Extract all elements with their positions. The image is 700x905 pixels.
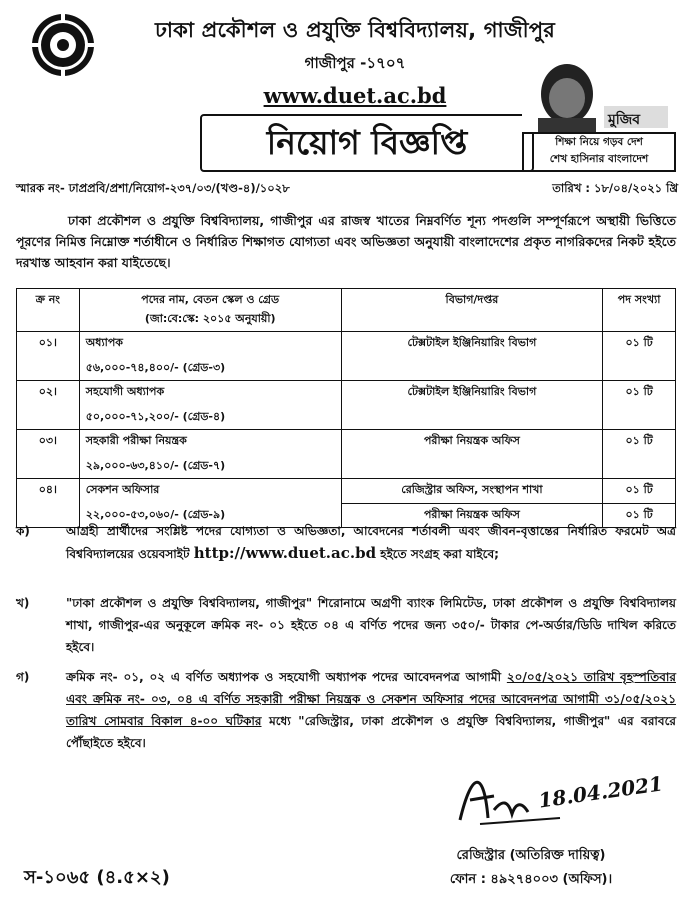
portrait-icon [522,56,680,132]
clause-ga [16,666,676,754]
clause-ga-part3: মধ্যে "রেজিস্ট্রার, ঢাকা প্রকৌশল ও প্রযুক্তি বিশ্ববিদ্যালয়, গাজীপুর" এর বরাবরে পৌঁছাইতে হইবে। [66,714,676,750]
row-count: ০১ টি [603,332,676,381]
header-post-title: পদের নাম, বেতন স্কেল ও গ্রেড [141,293,280,306]
row-serial: ০৪। [17,479,80,528]
clause-ga-part2: ২০/০৫/২০২১ তারিখ বৃহস্পতিবার এবং ক্রমিক নং- ০৩, ০৪ এ বর্ণিত সহকারী পরীক্ষা নিয়ন্ত্রক ও সেকশন অফিসার পদের আবেদনপত্র আগামী ৩১/০৫/২০২১ তারিখ সোমবার বিকাল ৪-০০ ঘটিকার [66,670,676,728]
header-post-sub: (জা:বে:স্কে: ২০১৫ অনুযায়ী) [144,312,276,325]
ad-code: স-১০৬৫ (৪.৫×২) [24,867,170,888]
row-dept: রেজিস্ট্রার অফিস, সংস্থাপন শাখা [341,479,603,504]
header-count: পদ সংখ্যা [603,289,676,332]
clause-ga-part1: ক্রমিক নং- ০১, ০২ এ বর্ণিত অধ্যাপক ও সহযোগী অধ্যাপক পদের আবেদনপত্র আগামী [66,670,502,684]
row-count: ০১ টি [603,381,676,430]
notice-title: নিয়োগ বিজ্ঞপ্তি [200,114,534,172]
post-pay: ৫৬,০০০-৭৪,৪০০/- (গ্রেড-৩) [85,361,226,374]
row-count: ০১ টি [603,479,676,504]
row-dept: টেক্সটাইল ইঞ্জিনিয়ারিং বিভাগ [341,332,603,381]
memo-reference: স্মারক নং- ঢাপ্রপ্রবি/প্রশা/নিয়োগ-২৩৭/০৩/(খণ্ড-৪)/১০২৮ [16,181,290,195]
row-count: ০১ টি [603,503,676,528]
table-row [17,381,676,430]
university-logo-icon [30,12,96,78]
slogan-line-1: শিক্ষা নিয়ে গড়ব দেশ [555,136,643,148]
website-link[interactable]: www.duet.ac.bd [263,83,447,108]
signature-date: 18.04.2021 [536,771,665,813]
intro-paragraph: ঢাকা প্রকৌশল ও প্রযুক্তি বিশ্ববিদ্যালয়, গাজীপুর এর রাজস্ব খাতের নিম্নবর্ণিত শূন্য পদগুলি সম্পূর্ণরূপে অস্থায়ী ভিত্তিতে পূরণের নিমিত্ত নিম্নোক্ত শর্তাধীনে ও নির্ধারিত শিক্ষাগত যোগ্যতা এবং অভিজ্ঞতা অনুযায়ী বাংলাদেশের প্রকৃত নাগরিকদের নিকট হইতে দরখাস্ত আহবান করা যাইতেছে। [16,213,676,270]
clause-ka-text: আগ্রহী প্রার্থীদের সংশ্লিষ্ট পদের যোগ্যতা ও অভিজ্ঞতা, আবেদনের শর্তাবলী এবং জীবন-বৃত্তান্তের নির্ধারিত ফরমেট অত্র বিশ্ববিদ্যালয়ের ওয়েবসাইট [66,524,676,561]
table-row [17,332,676,381]
portrait-caption: মুজিব [608,112,641,128]
table-row [17,430,676,479]
post-pay: ২৯,০০০-৬৩,৪১০/- (গ্রেড-৭) [85,459,226,472]
phone-number: ফোন : ৪৯২৭৪০০৩ (অফিস)। [449,872,613,887]
post-pay: ২২,০০০-৫৩,০৬০/- (গ্রেড-৯) [85,508,226,521]
post-name: সেকশন অফিসার [85,483,160,496]
clause-kha [16,592,676,658]
notice-page [10,8,690,898]
table-header-row [17,289,676,332]
row-dept: পরীক্ষা নিয়ন্ত্রক অফিস [341,430,603,479]
clause-ka [16,520,676,565]
clause-ga-mark: গ) [16,670,30,684]
clause-kha-text: "ঢাকা প্রকৌশল ও প্রযুক্তি বিশ্ববিদ্যালয়, গাজীপুর" শিরোনামে অগ্রণী ব্যাংক লিমিটেড, ঢাকা প্রকৌশল ও প্রযুক্তি বিশ্ববিদ্যালয় শাখা, গাজীপুর-এর অনুকূলে ক্রমিক নং- ০১ হইতে ০৪ এ বর্ণিত পদের জন্য ৩৫০/- টাকার পে-অর্ডার/ডিডি দাখিল করিতে হইবে। [66,596,676,654]
row-serial: ০১। [17,332,80,381]
university-name: ঢাকা প্রকৌশল ও প্রযুক্তি বিশ্ববিদ্যালয়, গাজীপুর [154,18,556,42]
row-post [79,430,341,479]
post-pay: ৫০,০০০-৭১,২০০/- (গ্রেড-৪) [85,410,226,423]
table-row [17,479,676,504]
row-post [79,381,341,430]
portrait-banner [522,56,680,132]
signature [450,760,670,840]
clause-ka-tail: হইতে সংগ্রহ করা যাইবে; [380,547,499,561]
header-post [79,289,341,332]
header-serial: ক্র নং [17,289,80,332]
post-name: সহযোগী অধ্যাপক [85,385,165,398]
row-serial: ০২। [17,381,80,430]
post-name: সহকারী পরীক্ষা নিয়ন্ত্রক [85,434,187,447]
clause-ka-url[interactable]: http://www.duet.ac.bd [193,544,377,562]
post-name: অধ্যাপক [85,336,123,349]
clause-kha-mark: খ) [16,596,30,610]
row-count: ০১ টি [603,430,676,479]
row-dept: পরীক্ষা নিয়ন্ত্রক অফিস [341,503,603,528]
slogan-box [522,132,676,172]
header-dept: বিভাগ/দপ্তর [341,289,603,332]
location: গাজীপুর -১৭০৭ [304,54,406,72]
memo-date: তারিখ : ১৮/০৪/২০২১ খ্রি [552,181,678,195]
row-serial: ০৩। [17,430,80,479]
row-post [79,332,341,381]
registrar-title: রেজিস্ট্রার (অতিরিক্ত দায়িত্ব) [456,848,606,863]
clause-ka-mark: ক) [16,524,30,538]
posts-table [16,288,676,528]
slogan-line-2: শেখ হাসিনার বাংলাদেশ [549,153,649,165]
row-dept: টেক্সটাইল ইঞ্জিনিয়ারিং বিভাগ [341,381,603,430]
